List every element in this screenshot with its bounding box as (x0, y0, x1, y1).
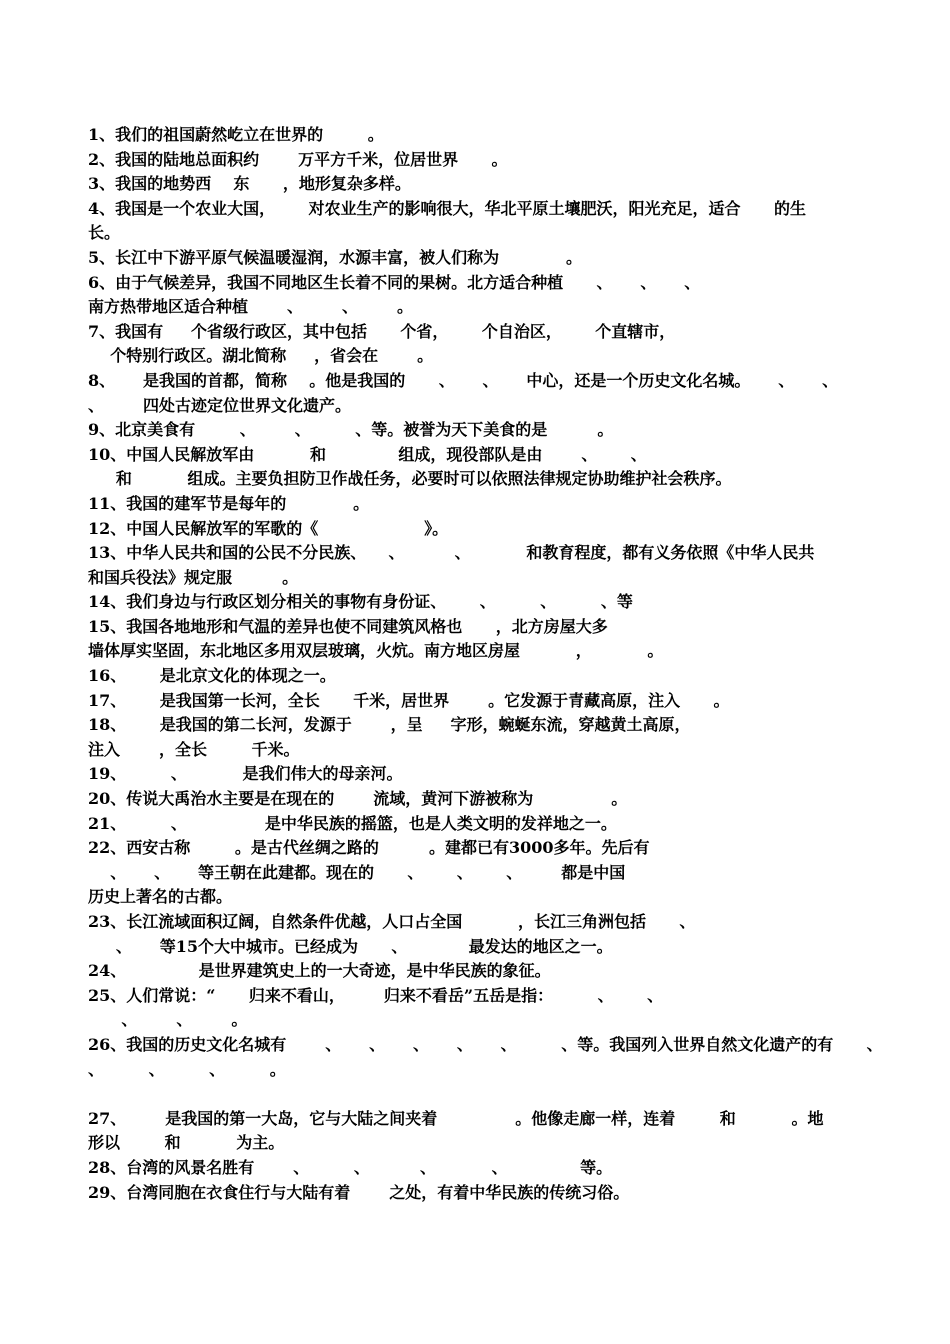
question-line: 形以 和 为主。 (88, 1133, 285, 1153)
question-line: 21、 、 是中华民族的摇篮，也是人类文明的发祥地之一。 (88, 813, 617, 833)
question-line: 17、 是我国第一长河，全长 千米，居世界 。它发源于青藏高原，注入 。 (88, 690, 730, 710)
question-line: 、 四处古迹定位世界文化遗产。 (88, 395, 351, 415)
question-line: 27、 是我国的第一大岛，它与大陆之间夹着 。他像走廊一样，连着 和 。地 (88, 1108, 824, 1128)
question-line: 29、台湾同胞在衣食住行与大陆有着 之处，有着中华民族的传统习俗。 (88, 1182, 630, 1202)
question-line: 个特别行政区。湖北简称 ，省会在 。 (88, 346, 434, 366)
question-line: 注入 ，全长 千米。 (88, 739, 300, 759)
question-line: 16、 是北京文化的体现之一。 (88, 666, 336, 686)
question-line: 12、中国人民解放军的军歌的《 》。 (88, 518, 449, 538)
question-line: 23、长江流域面积辽阔，自然条件优越，人口占全国 ，长江三角洲包括 、 (88, 912, 696, 931)
question-line: 26、我国的历史文化名城有 、 、 、 、 、 、等。我国列入世界自然文化遗产的有 、 (88, 1034, 883, 1054)
question-line: 25、人们常说：“ 归来不看山， 归来不看岳”五岳是指： 、 、 (88, 985, 664, 1005)
question-line: 和国兵役法》规定服 。 (88, 567, 299, 587)
question-line: 4、我国是一个农业大国， 对农业生产的影响很大，华北平原土壤肥沃，阳光充足，适合 的生 (88, 198, 806, 218)
question-line: 、 、 等王朝在此建都。现在的 、 、 、 都是中国 (88, 862, 626, 882)
question-line: 3、我国的地势西 东 ，地形复杂多样。 (88, 174, 411, 194)
worksheet-body (88, 123, 896, 1205)
question-line: 墙体厚实坚固，东北地区多用双层玻璃，火炕。南方地区房屋 ， 。 (88, 641, 664, 661)
question-line: 10、中国人民解放军由 和 组成，现役部队是由 、 、 (88, 444, 647, 464)
question-line: 9、北京美食有 、 、 、等。被誉为天下美食的是 。 (88, 420, 614, 440)
question-line: 历史上著名的古都。 (88, 887, 233, 907)
question-line: 18、 是我国的第二长河，发源于 ，呈 字形，蜿蜒东流，穿越黄土高原， (88, 715, 691, 735)
question-line: 24、 是世界建筑史上的一大奇迹，是中华民族的象征。 (88, 961, 551, 981)
question-line: 20、传说大禹治水主要是在现在的 流域，黄河下游被称为 。 (88, 789, 628, 809)
question-line: 7、我国有 个省级行政区，其中包括 个省， 个自治区， 个直辖市， (88, 321, 676, 341)
question-line: 长。 (88, 223, 121, 243)
question-line: 、 、 。 (88, 1010, 248, 1030)
question-line: 5、长江中下游平原气候温暖湿润，水源丰富，被人们称为 。 (88, 247, 582, 267)
question-line: 2、我国的陆地总面积约 万平方千米，位居世界 。 (88, 149, 508, 169)
question-line: 6、由于气候差异，我国不同地区生长着不同的果树。北方适合种植 、 、 、 (88, 272, 701, 292)
question-line: 1、我们的祖国蔚然屹立在世界的 。 (88, 125, 384, 144)
question-line: 19、 、 是我们伟大的母亲河。 (88, 764, 403, 784)
question-line: 8、 是我国的首都，简称 。他是我国的 、 、 中心，还是一个历史文化名城。 、 、 (88, 370, 839, 390)
question-line: 22、西安古称 。是古代丝绸之路的 。建都已有3000多年。先后有 (88, 838, 650, 858)
question-line: 和 组成。主要负担防卫作战任务，必要时可以依照法律规定协助维护社会秩序。 (88, 469, 732, 489)
question-line: 15、我国各地地形和气温的差异也使不同建筑风格也 ，北方房屋大多 (88, 616, 608, 636)
blank-line (88, 1082, 896, 1107)
question-line: 、 、 、 。 (88, 1059, 286, 1079)
question-line: 14、我们身边与行政区划分相关的事物有身份证、 、 、 、等 (88, 592, 633, 612)
question-line: 南方热带地区适合种植 、 、 。 (88, 297, 413, 317)
question-line: 28、台湾的风景名胜有 、 、 、 、 等。 (88, 1157, 613, 1177)
question-line: 11、我国的建军节是每年的 。 (88, 493, 370, 513)
question-line: 13、中华人民共和国的公民不分民族、 、 、 和教育程度，都有义务依照《中华人民共 (88, 543, 815, 563)
question-line: 、 等15个大中城市。已经成为 、 最发达的地区之一。 (88, 936, 613, 956)
